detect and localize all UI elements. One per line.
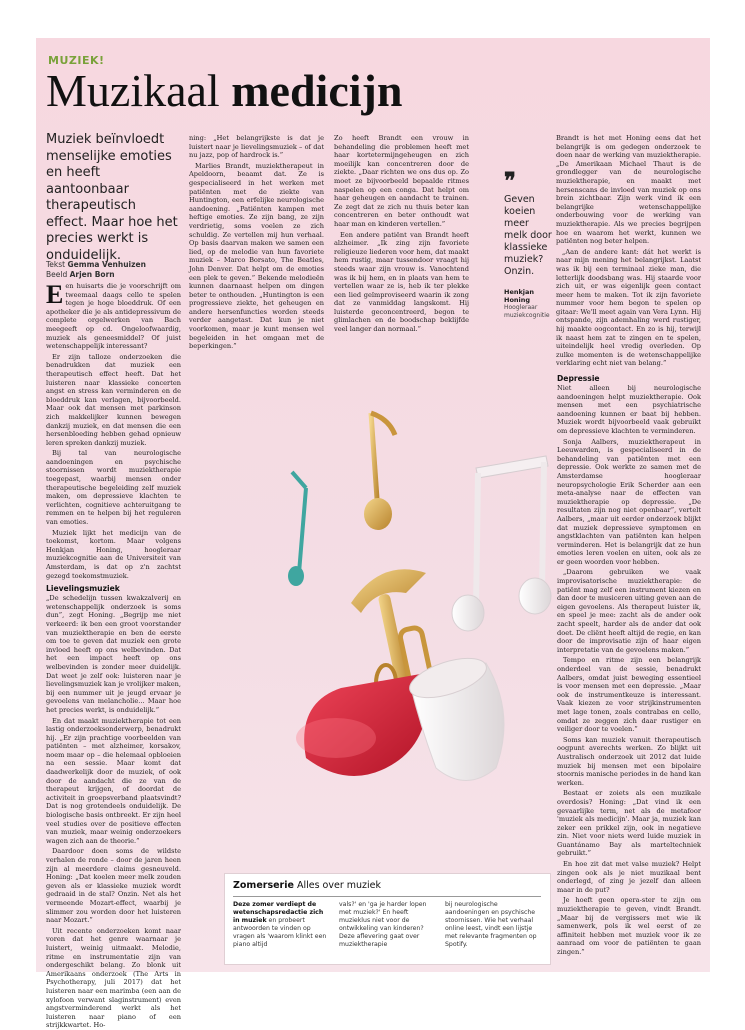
series-heading: [233, 880, 381, 891]
drop-cap: E: [46, 280, 64, 309]
series-text-a-rest: en probeert antwoorden te vinden op vragen als 'waarom klinkt een piano altijd: [233, 917, 327, 948]
series-title: Zomerserie: [233, 880, 294, 891]
paragraph: ning: „Het belangrijkste is dat je luistert naar je lievelingsmuziek – of dat nu jazz, pop of hardrock is.”: [189, 134, 324, 160]
column-4: [556, 134, 701, 394]
paragraph: „Daarom gebruiken we vaak improvisatorische muziektherapie: de patiënt mag zelf een instrument kiezen en dan door te musiceren uiting geven aan de eigen gevoelens. Als therapeut luister ik, en speel je mee: zacht als de ander ook zacht speelt, harder als de ander dat ook doet. De cliënt heeft altijd de regie, en kan door de improvisatie zijn of haar eigen interpretatie van de gevoelens maken.”: [557, 568, 701, 654]
quote-role: Hoogleraar muziekcognitie: [504, 304, 550, 319]
title-bold: medicijn: [231, 65, 403, 116]
paragraph: Tempo en ritme zijn een belangrijk onderdeel van de sessie, benadrukt Aalbers, omdat juist beweging essentieel is voor mensen met een depressie. „Maar ook de instrumentkeuze is interessant. Vaak kiezen ze voor strijkinstrumenten met lage tonen, zoals contrabas en cello, omdat ze zeggen zich daar rustiger en veiliger door te voelen.”: [557, 656, 701, 734]
article-lede: Muziek beïnvloedt menselijke emoties en heeft aantoonbaar therapeutisch effect. Maar hoe het precies werkt is onduidelijk.: [46, 132, 178, 263]
column-5: [557, 370, 701, 956]
gold-music-note-icon: [364, 413, 395, 530]
white-double-note-icon: [452, 456, 551, 631]
pull-quote: [504, 168, 552, 319]
title-light: Muzikaal: [46, 65, 232, 116]
paragraph: Daardoor doen soms de wildste verhalen de ronde – door de jaren heen zijn al meerdere claims gesneuveld. Honing: „Dat koelen meer melk zouden geven als er klassieke muziek wordt gedraaid in de stal? Onzin. Net als het vermeende Mozart-effect, waarbij je slimmer zou worden door het luisteren naar Mozart.”: [46, 847, 181, 925]
section-kicker: MUZIEK!: [48, 54, 105, 67]
quote-text: Geven koeien meer melk door klassieke muziek? Onzin.: [504, 194, 552, 277]
series-text-c: bij neurologische aandoeningen en psychische stoornissen. Wie het verhaal online leest, vindt een lijstje met relevante fragmenten op Spotify.: [445, 901, 537, 948]
quote-mark-icon: ❞: [504, 168, 516, 193]
series-text-a-bold: Deze zomer verdiept de wetenschapsredactie zich in muziek: [233, 901, 324, 924]
series-subtitle: Alles over muziek: [293, 880, 382, 891]
paragraph: Er zijn talloze onderzoeken die benadrukken dat muziek een therapeutisch effect heeft. Dat het luisteren naar klassieke concerten angst en stress kan verminderen en de bloeddruk kan verlagen, bijvoorbeeld. Maar ook dat mensen met parkinson zich makkelijker kunnen bewegen dankzij muziek, en dat mensen die een hersenbloeding hebben gehad opnieuw leren spreken dankzij muziek.: [46, 352, 181, 447]
paragraph: Bij tal van neurologische aandoeningen en psychische stoornissen wordt muziektherapie toegepast, waarbij mensen onder therapeutische begeleiding zelf muziek maken, om depressieve klachten te verlichten, cognitieve achteruitgang te remmen en te helpen bij het reguleren van emoties.: [46, 449, 181, 527]
byline-text-label: Tekst: [46, 260, 66, 269]
illustration: [186, 368, 551, 818]
paragraph: Je hoeft geen opera-ster te zijn om muziektherapie te geven, vindt Brandt. „Maar bij de vergissers met wie ik samenwerk, pols ik wel eerst of ze affiniteit hebben met muziek voor ik ze aanraad om voor de patiënten te gaan zingen.”: [557, 896, 701, 956]
column-3: [334, 134, 469, 366]
paragraph: en huisarts die je voorschrijft om tweemaal daags cello te spelen tegen je hoge bloeddruk. Of een apotheker die je als antidepressivum de complete orgelwerken van Bach meegeeft op cd. Ongeloofwaardig, muziek als geneesmiddel? Of juist wetenschappelijk interessant?: [46, 282, 181, 351]
column-1: [46, 280, 181, 1030]
column-2: [189, 134, 324, 366]
paragraph: En hoe zit dat met valse muziek? Helpt zingen ook als je niet muzikaal bent onderlegd, of zing je jezelf dan alleen maar in de put?: [557, 860, 701, 894]
paragraph: Zo heeft Brandt een vrouw in behandeling die problemen heeft met haar kortetermijngeheugen en zich moeilijk kan concentreren door de ziekte. „Daar richten we ons dus op. Zo moet ze bijvoorbeeld bepaalde ritmes naspelen op een conga. Dat helpt om haar geheugen en aandacht te trainen. Ze zegt dat ze zich nu thuis beter kan concentreren en beter onthoudt wat haar man en kinderen vertellen.”: [334, 134, 469, 228]
paragraph: Bestaat er zoiets als een muzikale overdosis? Honing: „Dat vind ik een gevaarlijke term, net als de metafoor 'muziek als medicijn'. Maar ja, muziek kan zeker een prikkel zijn, ook in negatieve zin. Niet voor niets werd luide muziek in Guantánamo Bay als marteltechniek gebruikt.”: [557, 789, 701, 858]
series-divider: [233, 896, 541, 897]
paragraph: Uit recente onderzoeken komt naar voren dat het genre waarnaar je luistert, weinig uitmaakt. Melodie, ritme en instrumentatie zijn van ondergeschikt belang. Zo blonk uit Amerikaans onderzoek (The Arts in Psychotherapy, juli 2017) dat het luisteren naar een marimba (een aan de xylofoon verwant slaginstrument) even angstverminderend werkt als het luisteren naar piano of een strijkkwartet. Ho-: [46, 926, 181, 1030]
byline-image-label: Beeld: [46, 270, 68, 279]
paragraph: Niet alleen bij neurologische aandoeningen helpt muziektherapie. Ook mensen met een psychiatrische aandoening kunnen er baat bij hebben. Muziek wordt bijvoorbeeld vaak gebruikt om depressieve klachten te verminderen.: [557, 384, 701, 435]
byline-illustrator: Arjen Born: [69, 270, 115, 279]
paragraph: Muziek lijkt het medicijn van de toekomst, kortom. Maar volgens Henkjan Honing, hoogleraar muziekcognitie aan de Universiteit van Amsterdam, is dat op z'n zachtst gezegd toekomstmuziek.: [46, 528, 181, 580]
paragraph: Marlies Brandt, muziektherapeut in Apeldoorn, beaamt dat. Ze is gespecialiseerd in het werken met patiënten met de ziekte van Huntington, een erfelijke neurologische aandoening. „Patiënten kampen met heftige emoties. Ze zijn bang, ze zijn verdrietig, soms voelen ze zich schuldig. Ze vertellen mij hun verhaal. Op basis daarvan maken we samen een lied, op de melodie van hun favoriete muziek – Marco Borsato, The Beatles, John Denver. Dat helpt om de emoties een plek te geven.” Bekende melodieën kunnen daarnaast helpen om dingen beter te onthouden. „Huntington is een progressieve ziekte, het geheugen en andere hersenfuncties worden steeds verder aangetast. Dat kun je niet voorkomen, maar je kunt mensen wel begeleiden in het omgaan met de beperkingen.”: [189, 161, 324, 351]
byline-author: Gemma Venhuizen: [67, 260, 146, 269]
series-text-b: vals?' en 'ga je harder lopen met muziek?' En heeft muzieklus niet voor de ontwikkeling van kinderen? Deze aflevering gaat over muziektherapie: [339, 901, 427, 948]
series-text-a: [233, 901, 329, 949]
paragraph: „Aan de andere kant: dát het werkt is naar mijn mening het belangrijkst. Laatst was ik bij een terminaal zieke man, die letterlijk doodsbang was. Hij staarde voor zich uit, er was eigenlijk geen contact meer hem te maken. Tot ik zijn favoriete nummer voor hem begon te spelen op gitaar: We'll meet again van Vera Lynn. Hij ontspande, zijn ademhaling werd rustiger, hij maakte oogcontact. En zo is hij, terwijl ik naast hem zat te zingen en te spelen, uiteindelijk heel vredig overleden. Op zulke momenten is de wetenschappelijke verklaring echt niet van belang.”: [556, 247, 701, 368]
paragraph: „De schedelijn tussen kwakzalverij en wetenschappelijk onderzoek is soms dun”, zegt Honing. „Begrijp me niet verkeerd: ik ben een groot voorstander van muziektherapie en ben de eerste om toe te geven dat muziek een grote invloed heeft op ons welbevinden. Dat het een impact heeft op ons welbevinden is zonder meer duidelijk. Dat weet je zelf ook: luisteren naar je lievelingsmuziek kan je vrolijker maken, bij een nummer uit je jeugd ervaar je gevoelens van melancholie... Maar hoe het precies werkt, is onduidelijk.”: [46, 594, 181, 714]
subheading: Depressie: [557, 374, 600, 383]
byline: [46, 260, 181, 280]
article-page: [36, 38, 710, 1030]
paragraph: Sonja Aalbers, muziektherapeut in Leeuwarden, is gespecialiseerd in de behandeling van patiënten met een depressie. Ook werkte ze samen met de Amsterdamse hoogleraar neuropsychologie Erik Scherder aan een meta-analyse naar de effecten van muziektherapie op depressie. „De resultaten zijn nog niet openbaar”, vertelt Aalbers, „maar uit eerder onderzoek blijkt dat muziek depressieve symptomen en angstklachten van patiënten kan helpen verminderen. Het is belangrijk dat ze hun emoties leren voelen en uiten, ook als ze er geen woorden voor hebben.: [557, 437, 701, 566]
series-box: [224, 873, 551, 965]
article-title: [46, 66, 402, 116]
paragraph: Soms kan muziek vanuit therapeutisch oogpunt averechts werken. Zo blijkt uit Australisch onderzoek uit 2012 dat luide muziek bij mensen met een bipolaire stoornis manische periodes in de hand kan werken.: [557, 735, 701, 787]
teal-music-note-icon: [288, 472, 306, 586]
paragraph: En dat maakt muziektherapie tot een lastig onderzoeksonderwerp, benadrukt hij. „Er zijn prachtige voorbeelden van patiënten – met alzheimer, korsakov, noem maar op – die helemaal opbloeien na een sessie. Maar komt dat daadwerkelijk door de muziek, of ook door de aandacht die ze van de therapeut krijgen, of doordat de activiteit in groepsverband plaatsvindt? Dat is nog grotendeels onduidelijk. De biologische basis ontbreekt. Er zijn heel veel studies over de positieve effecten van muziek, maar weinig onderzoekers wagen zich aan de theorie.”: [46, 716, 181, 845]
paragraph: Een andere patiënt van Brandt heeft alzheimer. „Ik zing zijn favoriete religieuze liederen voor hem, dat maakt hem rustig, maar tussendoor vraagt hij steeds waar zijn vrouw is. Vanochtend was ik bij hem, en in plaats van hem te vertellen waar ze is, heb ik ter plekke een lied geïmproviseerd waarin ik zong dat ze vanmiddag langskomt. Hij luisterde geconcentreerd, begon te glimlachen en de boodschap beklijfde veel langer dan normaal.”: [334, 230, 469, 334]
paragraph: Brandt is het met Honing eens dat het belangrijk is om gedegen onderzoek te doen naar de werking van muziektherapie. „De Amerikaan Michael Thaut is de grondlegger van de neurologische muziektherapie, en maakt met hersenscans de invloed van muziek op ons brein zichtbaar. Zijn werk vind ik een belangrijke wetenschappelijke onderbouwing voor de werking van muziektherapie. Als we precies begrijpen hoe en waarom het werkt, kunnen we patiënten nog beter helpen.: [556, 134, 701, 246]
subheading: Lievelingsmuziek: [46, 584, 120, 594]
quote-name: Henkjan Honing: [504, 288, 535, 304]
